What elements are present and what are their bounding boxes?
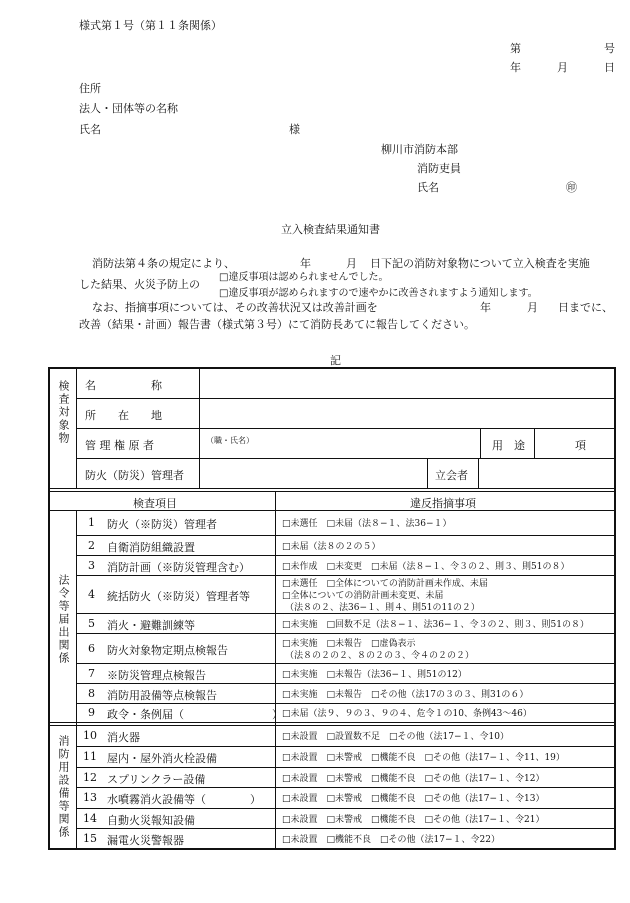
org-name-label: 法人・団体等の名称: [79, 102, 178, 115]
date-month: 月: [557, 61, 568, 74]
row-item: スプリンクラー設備: [107, 773, 206, 786]
row-violation-text: （法８の２、法36−１、則４、則51の11の２）: [285, 603, 480, 613]
row-item: 消防用設備等点検報告: [107, 689, 217, 702]
row-number: 6: [88, 642, 95, 655]
column-header-violation: 違反指摘事項: [410, 497, 476, 510]
row-item: 統括防火（※防災）管理者等: [107, 590, 250, 603]
body-line3-year: 年: [480, 301, 491, 314]
issuer-official: 消防吏員: [417, 162, 461, 175]
issuer-department: 柳川市消防本部: [381, 143, 458, 156]
row-item: 漏電火災警報器: [107, 834, 184, 847]
body-line1-year: 年: [300, 257, 311, 270]
row-number: 4: [88, 588, 95, 601]
row-violation-text: □未設置 □未警戒 □機能不良 □その他（法17−１、令21）: [282, 815, 545, 825]
row-number: 8: [88, 687, 95, 700]
row-number: 5: [88, 617, 95, 630]
row-violation-text: □未作成 □未変更 □未届（法８−１、令３の２、則３、則51の８）: [282, 562, 570, 572]
row-violation-text: □未設置 □設置数不足 □その他（法17−１、令10）: [282, 732, 509, 742]
row-number: 10: [83, 729, 97, 742]
row-violation-text: □未設置 □未警戒 □機能不良 □その他（法17−１、令12）: [282, 774, 545, 784]
honorific: 様: [289, 123, 300, 136]
row-number: 14: [83, 812, 97, 825]
row-item: 屋内・屋外消火栓設備: [107, 752, 217, 765]
doc-number-go: 号: [604, 42, 615, 55]
row-violation-text: □未設置 □未警戒 □機能不良 □その他（法17−１、令13）: [282, 794, 545, 804]
body-line1-month: 月: [346, 257, 357, 270]
row-violation-text: □未設置 □機能不良 □その他（法17−１、令22）: [282, 835, 500, 845]
row-number: 1: [88, 516, 95, 529]
column-header-item: 検査項目: [133, 497, 177, 510]
row-violation-text: □未実施 □未報告 □虚偽表示: [282, 639, 416, 649]
row-item: 消防計画（※防災管理含む）: [107, 561, 250, 574]
target-name-label: 名 称: [85, 379, 162, 392]
form-number: 様式第１号（第１１条関係）: [79, 19, 222, 32]
document-title: 立入検査結果通知書: [281, 223, 380, 236]
row-number: 13: [83, 791, 97, 804]
row-violation-text: □未実施 □回数不足（法８−１、法36−１、令３の２、則３、則51の８）: [282, 620, 589, 630]
row-violation-text: □未選任 □未届（法８−１、法36−１）: [282, 519, 452, 529]
option-no-violation: □違反事項は認められませんでした。: [219, 272, 389, 283]
option-violation: □違反事項が認められますので速やかに改善されますよう通知します。: [219, 288, 538, 299]
seal-mark: ㊞: [566, 181, 577, 194]
issuer-name-label: 氏名: [417, 181, 439, 194]
body-line3a: なお、指摘事項については、その改善状況又は改善計画を: [92, 301, 378, 314]
row-item: 自動火災報知設備: [107, 814, 195, 827]
row-violation-text: □未実施 □未報告（法36−１、則51の12）: [282, 670, 467, 680]
target-use-label: 用 途: [492, 439, 525, 452]
target-location-label: 所 在 地: [85, 409, 162, 422]
group-label-target: 検査対象物: [57, 380, 70, 445]
row-number: 12: [83, 771, 97, 784]
row-number: 2: [88, 539, 95, 552]
row-number: 3: [88, 559, 95, 572]
body-line1a: 消防法第４条の規定により、: [92, 257, 235, 270]
addressee-name-label: 氏名: [79, 123, 101, 136]
row-item: 消火器: [107, 731, 140, 744]
row-violation-text: □未届（法８の２の５）: [282, 542, 381, 552]
date-year: 年: [510, 61, 521, 74]
row-item: 政令・条例届（ ）: [107, 708, 283, 721]
group-label-equipment: 消防用設備等関係: [57, 735, 70, 839]
doc-number-dai: 第: [510, 42, 521, 55]
body-line1b: 日下記の消防対象物について立入検査を実施: [370, 257, 590, 270]
row-number: 15: [83, 832, 97, 845]
target-owner-hint: （職・氏名）: [206, 436, 254, 445]
row-violation-text: □未届（法９、９の３、９の４、危令１の10、条例43〜46）: [282, 709, 532, 719]
row-item: ※防災管理点検報告: [107, 669, 206, 682]
row-number: 11: [83, 750, 97, 763]
body-line3b: 日までに、: [558, 301, 613, 314]
date-day: 日: [604, 61, 615, 74]
row-violation-text: □未選任 □全体についての消防計画未作成、未届: [282, 579, 488, 589]
row-number: 9: [88, 706, 95, 719]
ki-label: 記: [330, 354, 341, 367]
body-line4: 改善（結果・計画）報告書（様式第３号）にて消防長あてに報告してください。: [79, 318, 475, 331]
target-use-value: 項: [575, 439, 586, 452]
target-manager-label: 防火（防災）管理者: [85, 469, 184, 482]
row-item: 防火対象物定期点検報告: [107, 644, 228, 657]
row-number: 7: [88, 667, 95, 680]
row-violation-text: （法８の２の２、８の２の３、令４の２の２）: [285, 651, 475, 661]
row-item: 自衛消防組織設置: [107, 541, 195, 554]
row-violation-text: □未設置 □未警戒 □機能不良 □その他（法17−１、令11、19）: [282, 753, 565, 763]
body-line2a: した結果、火災予防上の: [79, 278, 200, 291]
target-owner-label: 管 理 権 原 者: [85, 439, 154, 452]
address-label: 住所: [79, 82, 101, 95]
target-witness-label: 立会者: [435, 469, 468, 482]
row-violation-text: □未実施 □未報告 □その他（法17の３の３、則31の６）: [282, 690, 529, 700]
body-line3-month: 月: [527, 301, 538, 314]
group-label-legal: 法令等届出関係: [57, 574, 70, 665]
row-item: 水噴霧消火設備等（ ）: [107, 793, 261, 806]
row-item: 消火・避難訓練等: [107, 619, 195, 632]
row-item: 防火（※防災）管理者: [107, 518, 217, 531]
row-violation-text: □全体についての消防計画未変更、未届: [282, 591, 444, 601]
